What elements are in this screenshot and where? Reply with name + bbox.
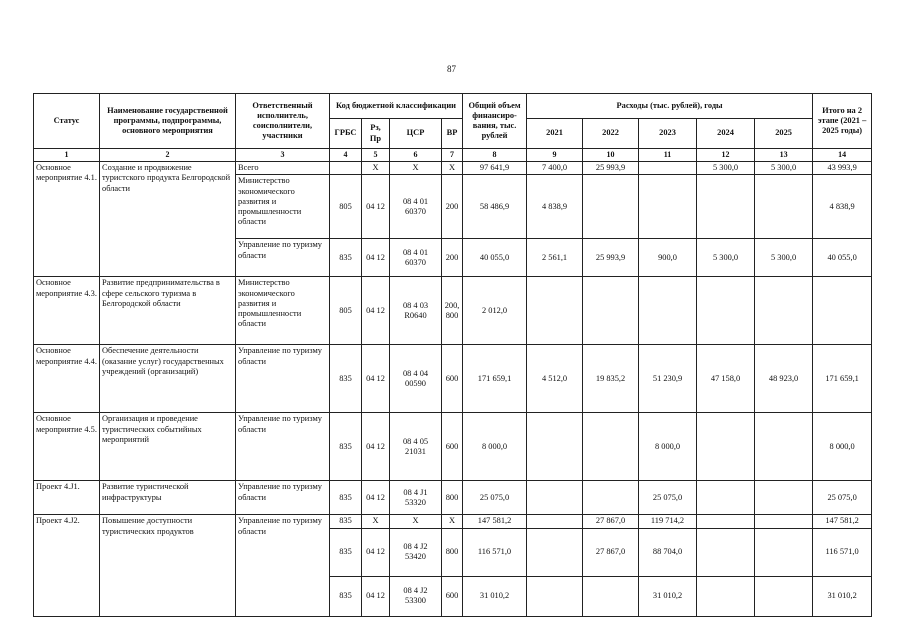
stage-total-cell: 147 581,2 [813, 515, 872, 528]
column-number: 5 [362, 149, 390, 162]
table-row [34, 481, 872, 515]
vr-cell: 800 [442, 481, 463, 515]
csr-cell: 08 4 01 60370 [390, 175, 442, 239]
header-rzpr: Рз, Пр [362, 119, 390, 149]
header-2024: 2024 [697, 119, 755, 149]
executor-cell: Министерство экономического развития и промышленности области [236, 175, 330, 239]
rzpr-cell: 04 12 [362, 528, 390, 576]
value-2021-cell: 4 512,0 [527, 345, 583, 413]
value-2021-cell [527, 515, 583, 528]
column-number: 12 [697, 149, 755, 162]
vr-cell: Х [442, 162, 463, 175]
csr-cell: 08 4 05 21031 [390, 413, 442, 481]
vr-cell: 600 [442, 345, 463, 413]
header-vr: ВР [442, 119, 463, 149]
total-cell: 2 012,0 [463, 277, 527, 345]
grbs-cell: 805 [330, 175, 362, 239]
status-cell: Основное мероприятие 4.1. [34, 162, 100, 277]
value-2021-cell: 2 561,1 [527, 239, 583, 277]
value-2023-cell: 88 704,0 [639, 528, 697, 576]
column-number: 6 [390, 149, 442, 162]
total-cell: 58 486,9 [463, 175, 527, 239]
rzpr-cell: 04 12 [362, 277, 390, 345]
value-2022-cell: 25 993,9 [583, 162, 639, 175]
value-2024-cell [697, 277, 755, 345]
header-name: Наименование государственной программы, подпрограммы, основного мероприятия [100, 94, 236, 149]
value-2021-cell [527, 481, 583, 515]
value-2025-cell [755, 413, 813, 481]
value-2024-cell: 5 300,0 [697, 239, 755, 277]
grbs-cell: 835 [330, 576, 362, 616]
value-2021-cell: 4 838,9 [527, 175, 583, 239]
stage-total-cell: 40 055,0 [813, 239, 872, 277]
value-2022-cell: 27 867,0 [583, 515, 639, 528]
grbs-cell: 835 [330, 481, 362, 515]
grbs-cell: 835 [330, 239, 362, 277]
value-2023-cell [639, 175, 697, 239]
value-2024-cell [697, 515, 755, 528]
stage-total-cell: 31 010,2 [813, 576, 872, 616]
value-2021-cell: 7 400,0 [527, 162, 583, 175]
value-2022-cell: 27 867,0 [583, 528, 639, 576]
vr-cell: Х [442, 515, 463, 528]
value-2023-cell: 51 230,9 [639, 345, 697, 413]
value-2023-cell: 900,0 [639, 239, 697, 277]
header-budget-code: Код бюджетной классификации [330, 94, 463, 119]
rzpr-cell: 04 12 [362, 175, 390, 239]
value-2022-cell [583, 277, 639, 345]
rzpr-cell: 04 12 [362, 413, 390, 481]
value-2025-cell: 5 300,0 [755, 162, 813, 175]
value-2022-cell [583, 481, 639, 515]
table-row [34, 515, 872, 528]
grbs-cell [330, 162, 362, 175]
rzpr-cell: 04 12 [362, 239, 390, 277]
status-cell: Основное мероприятие 4.4. [34, 345, 100, 413]
column-number: 13 [755, 149, 813, 162]
total-cell: 116 571,0 [463, 528, 527, 576]
name-cell: Повышение доступности туристических продуктов [100, 515, 236, 616]
stage-total-cell: 4 838,9 [813, 175, 872, 239]
column-numbers-row [34, 149, 872, 162]
rzpr-cell: Х [362, 515, 390, 528]
table-row [34, 162, 872, 175]
value-2024-cell [697, 175, 755, 239]
value-2021-cell [527, 576, 583, 616]
value-2022-cell: 19 835,2 [583, 345, 639, 413]
column-number: 7 [442, 149, 463, 162]
executor-cell: Управление по туризму области [236, 239, 330, 277]
total-cell: 97 641,9 [463, 162, 527, 175]
name-cell: Развитие предпринимательства в сфере сельского туризма в Белгородской области [100, 277, 236, 345]
executor-cell: Управление по туризму области [236, 413, 330, 481]
header-expenses: Расходы (тыс. рублей), годы [527, 94, 813, 119]
executor-cell: Управление по туризму области [236, 515, 330, 616]
csr-cell: 08 4 03 R0640 [390, 277, 442, 345]
value-2024-cell: 47 158,0 [697, 345, 755, 413]
page-number: 87 [447, 64, 456, 74]
value-2024-cell [697, 481, 755, 515]
value-2022-cell [583, 413, 639, 481]
value-2025-cell [755, 277, 813, 345]
vr-cell: 600 [442, 576, 463, 616]
column-number: 9 [527, 149, 583, 162]
csr-cell: Х [390, 515, 442, 528]
value-2025-cell [755, 481, 813, 515]
status-cell: Основное мероприятие 4.3. [34, 277, 100, 345]
value-2024-cell: 5 300,0 [697, 162, 755, 175]
column-number: 4 [330, 149, 362, 162]
csr-cell: 08 4 J2 53300 [390, 576, 442, 616]
name-cell: Создание и продвижение туристского продукта Белгородской области [100, 162, 236, 277]
value-2021-cell [527, 413, 583, 481]
value-2025-cell [755, 576, 813, 616]
value-2023-cell: 25 075,0 [639, 481, 697, 515]
table-row [34, 413, 872, 481]
name-cell: Организация и проведение туристических событийных мероприятий [100, 413, 236, 481]
total-cell: 147 581,2 [463, 515, 527, 528]
name-cell: Развитие туристической инфраструктуры [100, 481, 236, 515]
value-2022-cell: 25 993,9 [583, 239, 639, 277]
table-row [34, 277, 872, 345]
stage-total-cell: 43 993,9 [813, 162, 872, 175]
total-cell: 171 659,1 [463, 345, 527, 413]
value-2025-cell [755, 528, 813, 576]
budget-table [33, 93, 872, 617]
value-2023-cell: 8 000,0 [639, 413, 697, 481]
total-cell: 8 000,0 [463, 413, 527, 481]
csr-cell: 08 4 04 00590 [390, 345, 442, 413]
header-2021: 2021 [527, 119, 583, 149]
column-number: 11 [639, 149, 697, 162]
header-2025: 2025 [755, 119, 813, 149]
value-2021-cell [527, 528, 583, 576]
value-2022-cell [583, 175, 639, 239]
table-row [34, 345, 872, 413]
value-2024-cell [697, 413, 755, 481]
header-grbs: ГРБС [330, 119, 362, 149]
column-number: 8 [463, 149, 527, 162]
value-2025-cell: 5 300,0 [755, 239, 813, 277]
total-cell: 25 075,0 [463, 481, 527, 515]
vr-cell: 200 [442, 175, 463, 239]
csr-cell: 08 4 J1 53320 [390, 481, 442, 515]
csr-cell: Х [390, 162, 442, 175]
grbs-cell: 835 [330, 345, 362, 413]
value-2025-cell [755, 515, 813, 528]
header-2022: 2022 [583, 119, 639, 149]
vr-cell: 800 [442, 528, 463, 576]
csr-cell: 08 4 J2 53420 [390, 528, 442, 576]
value-2023-cell: 119 714,2 [639, 515, 697, 528]
column-number: 10 [583, 149, 639, 162]
value-2025-cell: 48 923,0 [755, 345, 813, 413]
header-stage-total: Итого на 2 этапе (2021 – 2025 годы) [813, 94, 872, 149]
executor-cell: Управление по туризму области [236, 345, 330, 413]
stage-total-cell: 25 075,0 [813, 481, 872, 515]
value-2023-cell: 31 010,2 [639, 576, 697, 616]
rzpr-cell: 04 12 [362, 576, 390, 616]
value-2021-cell [527, 277, 583, 345]
stage-total-cell: 171 659,1 [813, 345, 872, 413]
executor-cell: Управление по туризму области [236, 481, 330, 515]
grbs-cell: 835 [330, 515, 362, 528]
name-cell: Обеспечение деятельности (оказание услуг) государственных учреждений (организаций) [100, 345, 236, 413]
total-cell: 40 055,0 [463, 239, 527, 277]
column-number: 14 [813, 149, 872, 162]
grbs-cell: 835 [330, 528, 362, 576]
rzpr-cell: 04 12 [362, 345, 390, 413]
header-total: Общий объем финансиро-вания, тыс. рублей [463, 94, 527, 149]
status-cell: Основное мероприятие 4.5. [34, 413, 100, 481]
value-2022-cell [583, 576, 639, 616]
executor-cell: Министерство экономического развития и промышленности области [236, 277, 330, 345]
column-number: 2 [100, 149, 236, 162]
rzpr-cell: 04 12 [362, 481, 390, 515]
stage-total-cell: 8 000,0 [813, 413, 872, 481]
header-status: Статус [34, 94, 100, 149]
value-2025-cell [755, 175, 813, 239]
value-2023-cell [639, 162, 697, 175]
stage-total-cell: 116 571,0 [813, 528, 872, 576]
value-2024-cell [697, 528, 755, 576]
total-cell: 31 010,2 [463, 576, 527, 616]
vr-cell: 600 [442, 413, 463, 481]
vr-cell: 200 [442, 239, 463, 277]
header-csr: ЦСР [390, 119, 442, 149]
column-number: 3 [236, 149, 330, 162]
executor-cell: Всего [236, 162, 330, 175]
rzpr-cell: Х [362, 162, 390, 175]
vr-cell: 200, 800 [442, 277, 463, 345]
stage-total-cell [813, 277, 872, 345]
header-2023: 2023 [639, 119, 697, 149]
value-2023-cell [639, 277, 697, 345]
header-executor: Ответственный исполнитель, соисполнители, участники [236, 94, 330, 149]
grbs-cell: 835 [330, 413, 362, 481]
grbs-cell: 805 [330, 277, 362, 345]
csr-cell: 08 4 01 60370 [390, 239, 442, 277]
column-number: 1 [34, 149, 100, 162]
value-2024-cell [697, 576, 755, 616]
status-cell: Проект 4.J2. [34, 515, 100, 616]
status-cell: Проект 4.J1. [34, 481, 100, 515]
